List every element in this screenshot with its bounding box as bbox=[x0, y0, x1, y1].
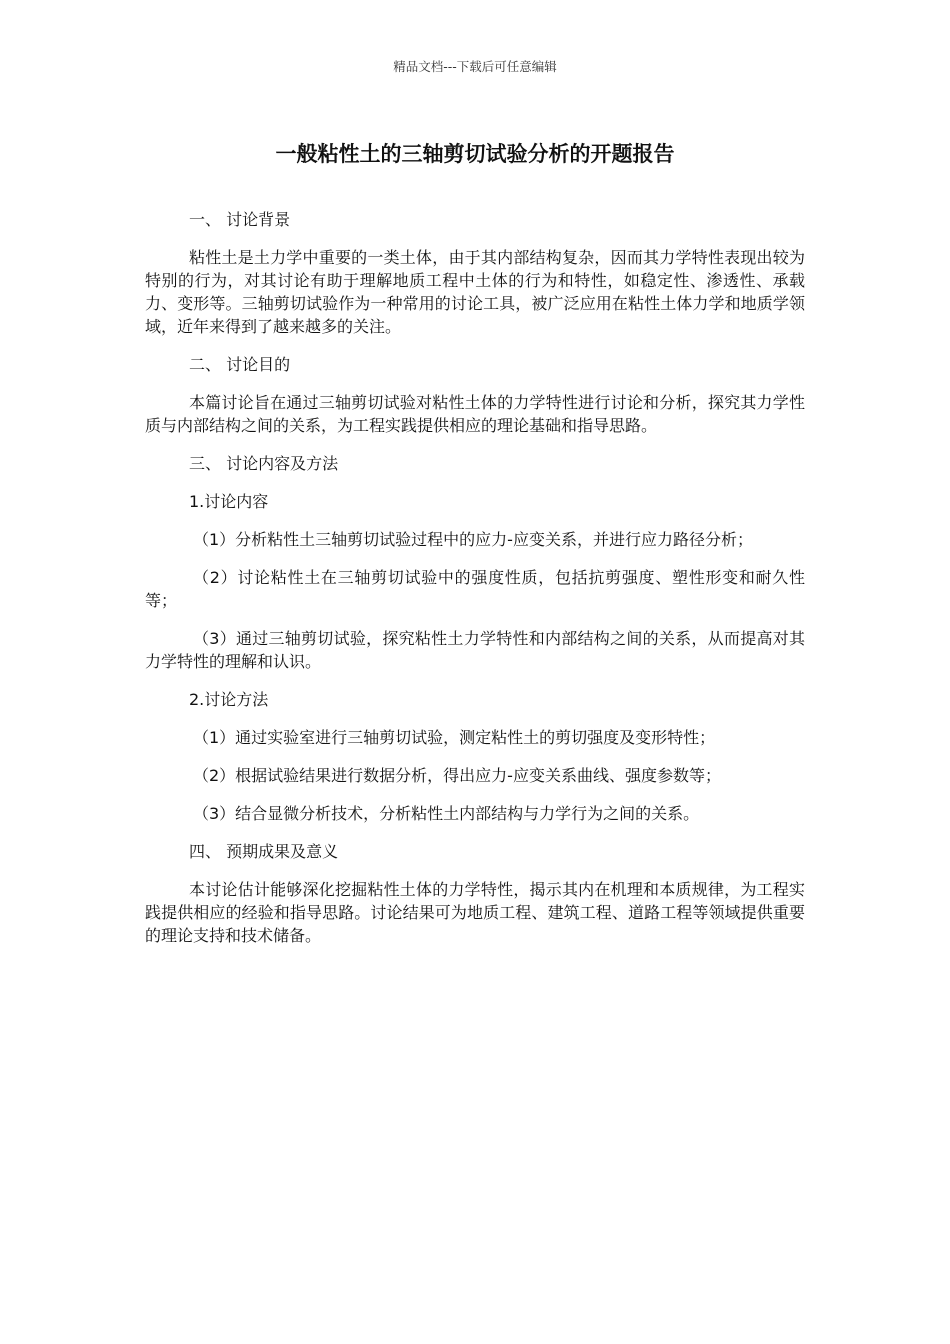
background-paragraph: 粘性土是土力学中重要的一类土体，由于其内部结构复杂，因而其力学特性表现出较为特别的行为，对其讨论有助于理解地质工程中土体的行为和特性，如稳定性、渗透性、承载力、变形等。三轴剪切试验作为一种常用的讨论工具，被广泛应用在粘性土体力学和地质学领域，近年来得到了越来越多的关注。 bbox=[145, 248, 805, 336]
document-body bbox=[145, 208, 805, 962]
purpose-paragraph: 本篇讨论旨在通过三轴剪切试验对粘性土体的力学特性进行讨论和分析，探究其力学性质与内部结构之间的关系，为工程实践提供相应的理论基础和指导思路。 bbox=[145, 393, 805, 435]
method-item: （2）根据试验结果进行数据分析，得出应力-应变关系曲线、强度参数等； bbox=[193, 766, 721, 785]
header-note: 精品文档---下载后可任意编辑 bbox=[393, 59, 557, 74]
subheading-method: 2.讨论方法 bbox=[189, 690, 269, 709]
content-item: （2）讨论粘性土在三轴剪切试验中的强度性质，包括抗剪强度、塑性形变和耐久性等； bbox=[145, 568, 805, 610]
section-heading-purpose: 二、 讨论目的 bbox=[189, 355, 291, 374]
section-heading-outcomes: 四、 预期成果及意义 bbox=[189, 842, 339, 861]
method-item: （1）通过实验室进行三轴剪切试验，测定粘性土的剪切强度及变形特性； bbox=[193, 728, 716, 747]
content-item: （1）分析粘性土三轴剪切试验过程中的应力-应变关系，并进行应力路径分析； bbox=[193, 530, 753, 549]
method-item: （3）结合显微分析技术，分析粘性土内部结构与力学行为之间的关系。 bbox=[193, 804, 700, 823]
section-heading-background: 一、 讨论背景 bbox=[189, 210, 291, 229]
document-title: 一般粘性土的三轴剪切试验分析的开题报告 bbox=[275, 142, 675, 166]
subheading-content: 1.讨论内容 bbox=[189, 492, 269, 511]
section-heading-content-method: 三、 讨论内容及方法 bbox=[189, 454, 339, 473]
content-item: （3）通过三轴剪切试验，探究粘性土力学特性和内部结构之间的关系，从而提高对其力学特性的理解和认识。 bbox=[145, 629, 805, 671]
outcomes-paragraph: 本讨论估计能够深化挖掘粘性土体的力学特性，揭示其内在机理和本质规律，为工程实践提供相应的经验和指导思路。讨论结果可为地质工程、建筑工程、道路工程等领域提供重要的理论支持和技术储备。 bbox=[145, 880, 805, 945]
